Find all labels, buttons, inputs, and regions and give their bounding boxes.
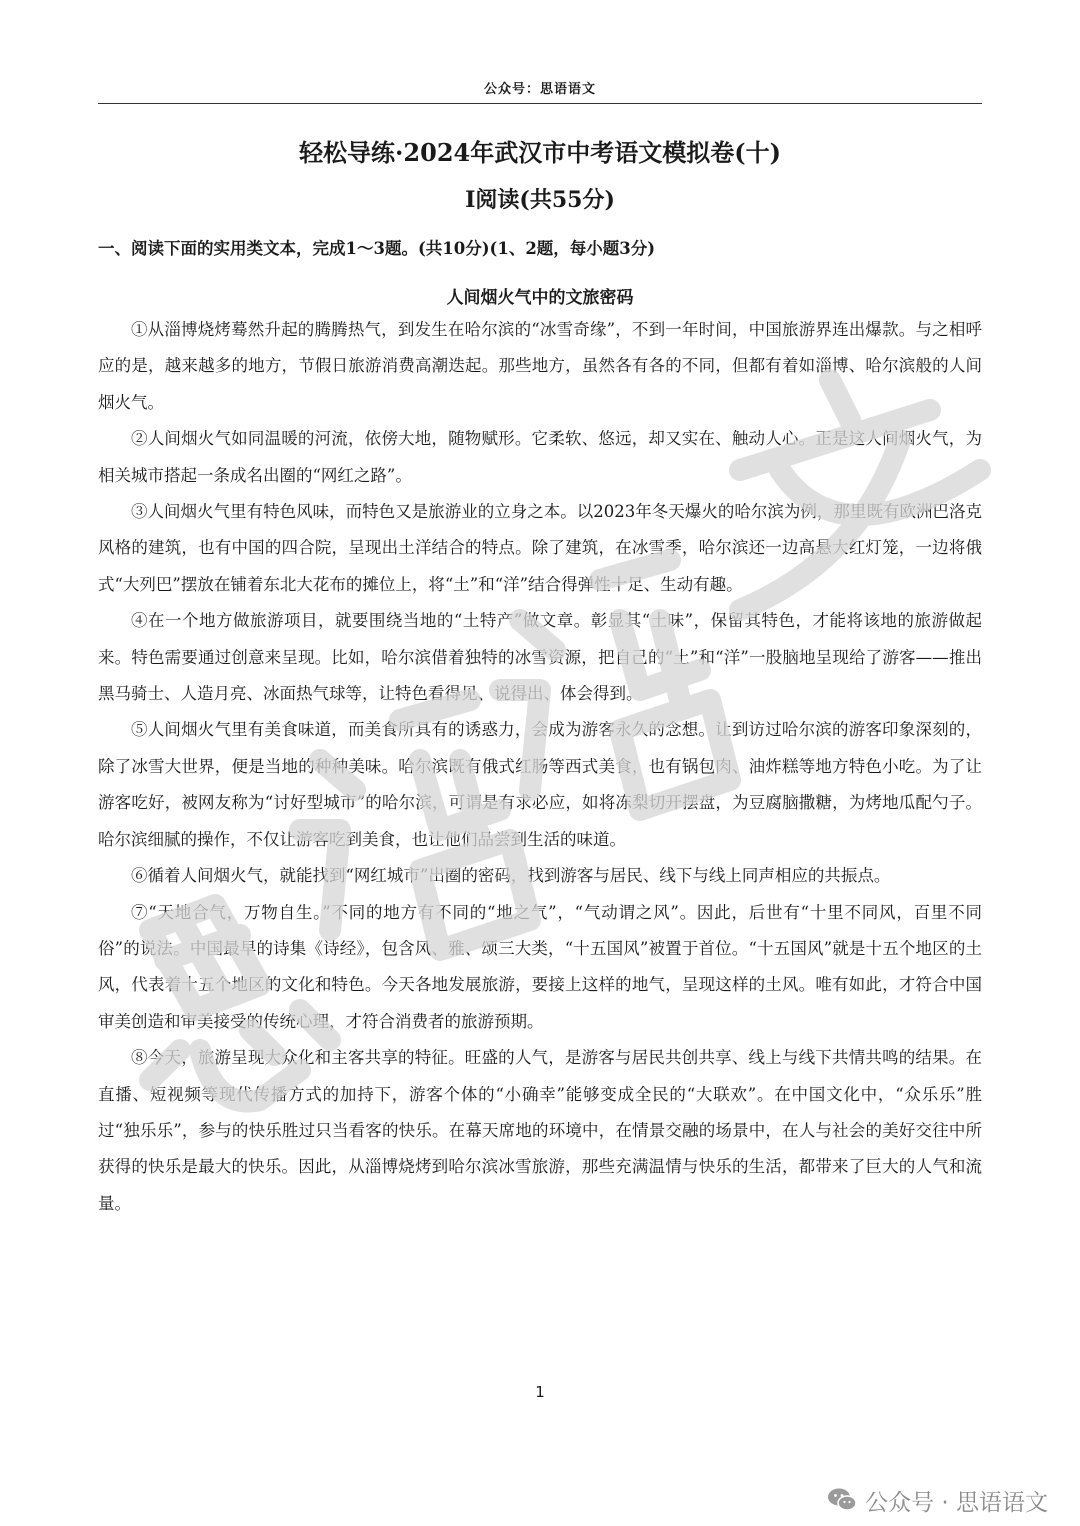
paragraph-1: ①从淄博烧烤蓦然升起的腾腾热气，到发生在哈尔滨的“冰雪奇缘”，不到一年时间，中国旅游界连出爆款。与之相呼应的是，越来越多的地方，节假日旅游消费高潮迭起。那些地方，虽然各有各的不同，但都有着如淄博、哈尔滨般的人间烟火气。 — [98, 320, 982, 412]
page-header: 公众号：思语语文 — [483, 82, 596, 97]
paragraph-4: ④在一个地方做旅游项目，就要围绕当地的“土特产”做文章。彰显其“土味”，保留其特色，才能将该地的旅游做起来。特色需要通过创意来呈现。比如，哈尔滨借着独特的冰雪资源，把自己的“土”和“洋”一股脑地呈现给了游客——推出黑马骑士、人造月亮、冰面热气球等，让特色看得见、说得出、体会得到。 — [98, 611, 982, 704]
footer-brand-text: 公众号 · 思语语文 — [865, 1489, 1048, 1516]
paragraph-7: ⑦“天地合气，万物自生。”不同的地方有不同的“地之气”，“气动谓之风”。因此，后世有“十里不同风，百里不同俗”的说法。中国最早的诗集《诗经》，包含风、雅、颂三大类，“十五国风”被置于首位。“十五国风”就是十五个地区的土风，代表着十五个地区的文化和特色。今天各地发展旅游，要接上这样的地气，呈现这样的土风。唯有如此，才符合中国审美创造和审美接受的传统心理，才符合消费者的旅游预期。 — [98, 902, 982, 1031]
question-instruction: 一、阅读下面的实用类文本，完成1～3题。(共10分)(1、2题，每小题3分) — [98, 239, 656, 258]
exam-title: 轻松导练·2024年武汉市中考语文模拟卷(十) — [299, 138, 781, 167]
paragraph-8: ⑧今天，旅游呈现大众化和主客共享的特征。旺盛的人气，是游客与居民共创共享、线上与线下共情共鸣的结果。在直播、短视频等现代传播方式的加持下，游客个体的“小确幸”能够变成全民的“大联欢”。在中国文化中，“众乐乐”胜过“独乐乐”，参与的快乐胜过只当看客的快乐。在幕天席地的环境中，在情景交融的场景中，在人与社会的美好交往中所获得的快乐是最大的快乐。因此，从淄博烧烤到哈尔滨冰雪旅游，那些充满温情与快乐的生活，都带来了巨大的人气和流量。 — [98, 1048, 982, 1213]
wechat-icon — [827, 1487, 857, 1513]
section-subtitle: Ⅰ阅读(共55分) — [465, 187, 615, 213]
article-body — [98, 312, 982, 1222]
footer-brand — [827, 1480, 1048, 1520]
paragraph-5: ⑤人间烟火气里有美食味道，而美食所具有的诱惑力，会成为游客永久的念想。让到访过哈尔滨的游客印象深刻的，除了冰雪大世界，便是当地的种种美味。哈尔滨既有俄式红肠等西式美食，也有锅包肉、油炸糕等地方特色小吃。为了让游客吃好，被网友称为“讨好型城市”的哈尔滨，可谓是有求必应，如将冻梨切开摆盘，为豆腐脑撒糖，为烤地瓜配勺子。哈尔滨细腻的操作，不仅让游客吃到美食，也让他们品尝到生活的味道。 — [98, 720, 982, 849]
header-rule — [98, 103, 982, 104]
paragraph-6: ⑥循着人间烟火气，就能找到“网红城市”出圈的密码，找到游客与居民、线下与线上同声相应的共振点。 — [131, 866, 891, 886]
article-title: 人间烟火气中的文旅密码 — [446, 288, 634, 308]
paragraph-3: ③人间烟火气里有特色风味，而特色又是旅游业的立身之本。以2023年冬天爆火的哈尔滨为例，那里既有欧洲巴洛克风格的建筑，也有中国的四合院，呈现出土洋结合的特点。除了建筑，在冰雪季，哈尔滨还一边高悬大红灯笼，一边将俄式“大列巴”摆放在铺着东北大花布的摊位上，将“土”和“洋”结合得弹性十足、生动有趣。 — [98, 502, 982, 594]
paragraph-2: ②人间烟火气如同温暖的河流，依傍大地，随物赋形。它柔软、悠远，却又实在、触动人心。正是这人间烟火气，为相关城市搭起一条成名出圈的“网红之路”。 — [98, 429, 982, 485]
page-number: 1 — [535, 1383, 545, 1401]
